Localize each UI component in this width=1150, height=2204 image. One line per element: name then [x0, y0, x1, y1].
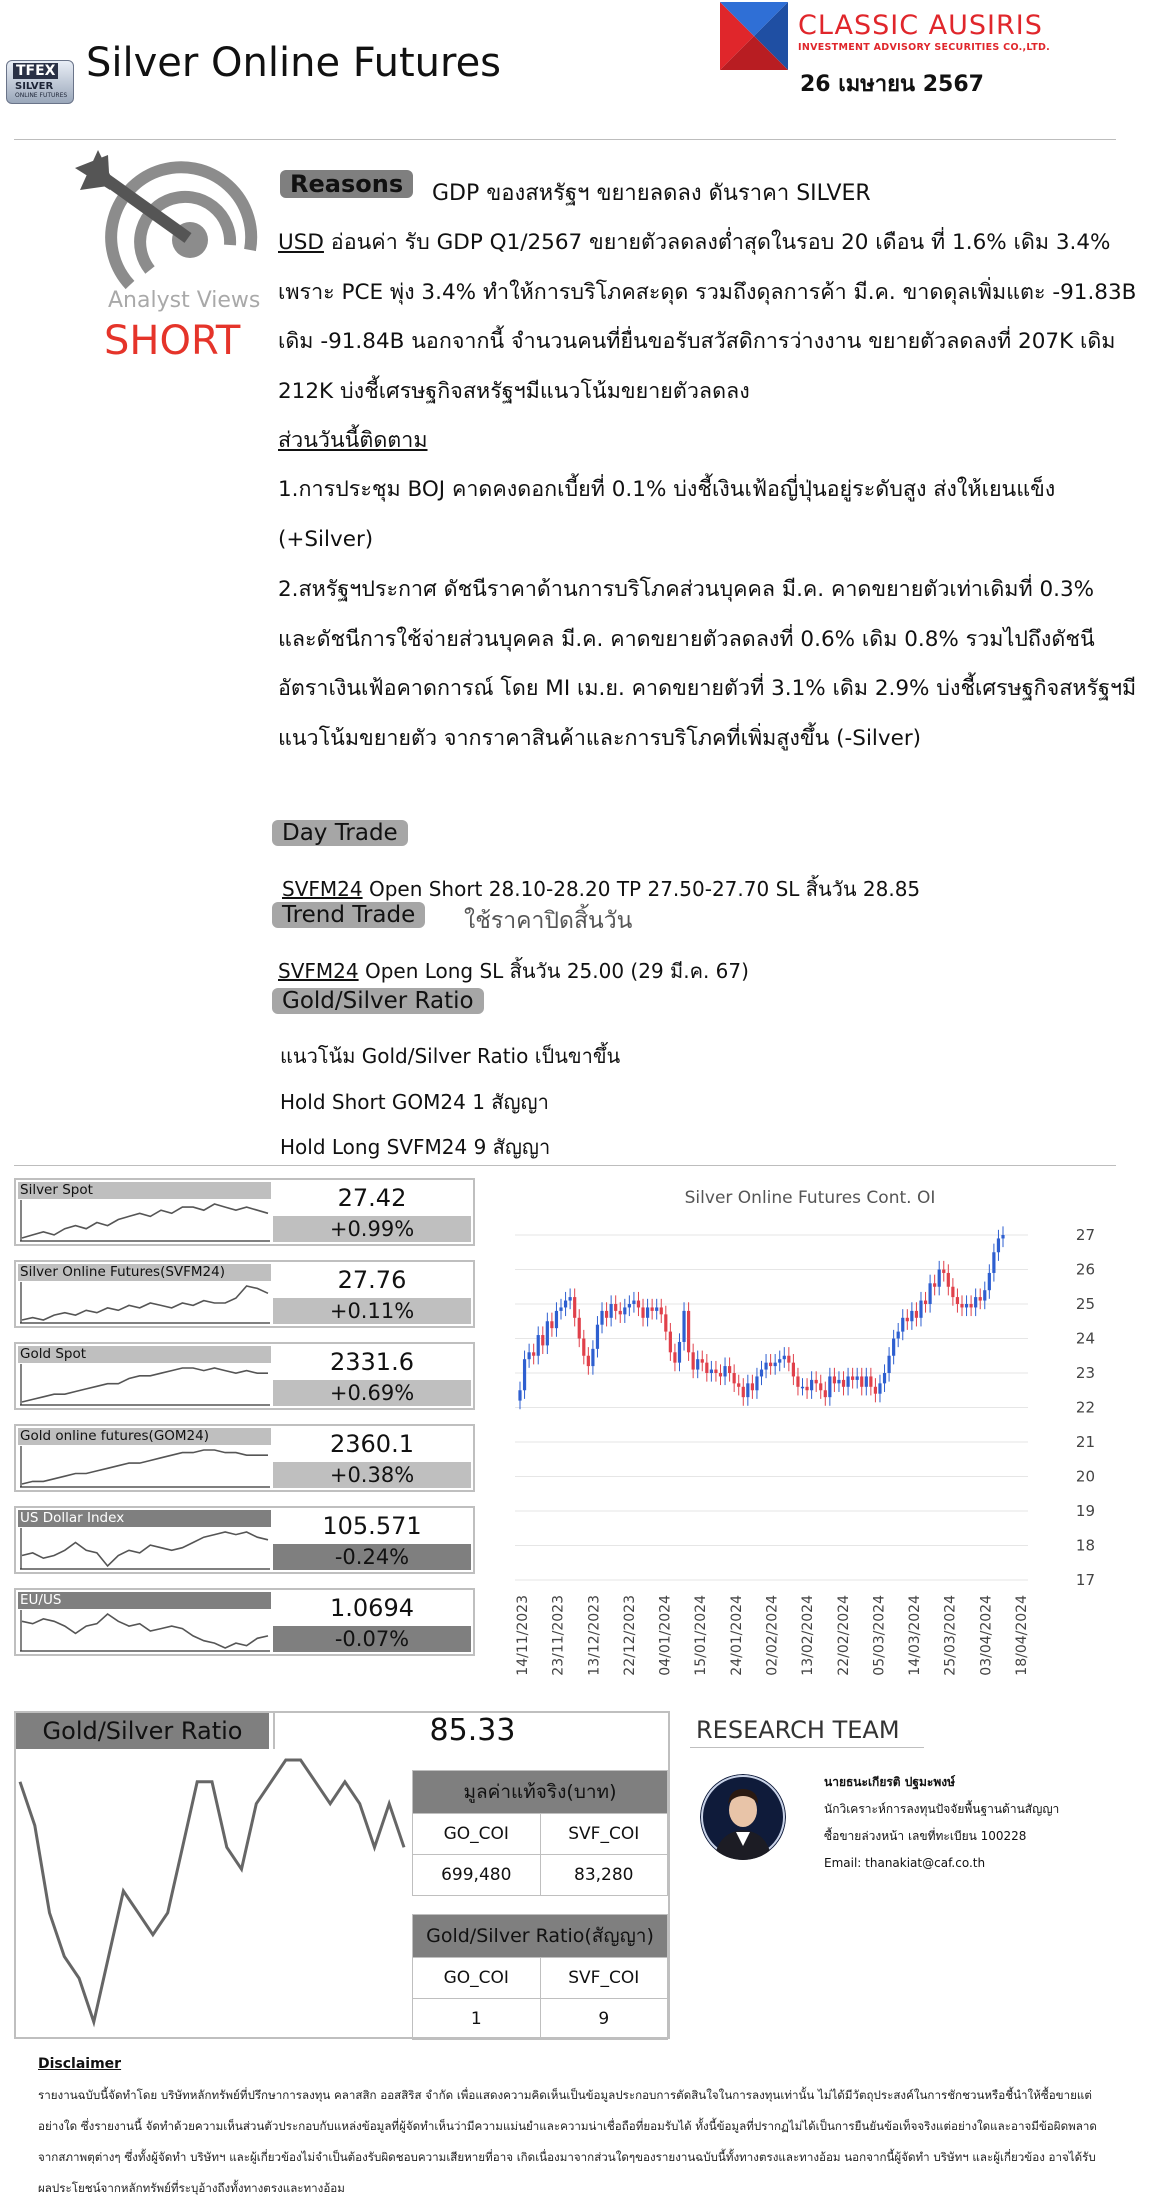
candle: [974, 1297, 977, 1307]
candle: [600, 1311, 603, 1325]
candle: [919, 1301, 922, 1318]
candle: [632, 1301, 635, 1304]
candle: [897, 1332, 900, 1339]
ratio-value: 85.33: [273, 1713, 670, 1749]
market-price: 1.0694: [330, 1594, 414, 1622]
candle: [614, 1304, 617, 1311]
candle: [728, 1366, 731, 1373]
y-tick-label: 27: [1075, 1226, 1095, 1244]
candle: [933, 1283, 936, 1286]
candle: [669, 1332, 672, 1353]
day-trade-text: Open Short 28.10-28.20 TP 27.50-27.70 SL สิ้นวัน 28.85: [362, 877, 921, 901]
fair-value-table: [412, 1770, 668, 1896]
market-change: +0.69%: [273, 1380, 471, 1406]
candle: [874, 1387, 877, 1394]
sparkline-path: [22, 1368, 268, 1402]
candle: [746, 1383, 749, 1397]
candle: [901, 1318, 904, 1332]
contracts-val2: 9: [540, 1999, 668, 2040]
analyst-license: ซื้อขายล่วงหน้า เลขที่ทะเบียน 100228: [824, 1829, 1027, 1843]
sparkline-path: [22, 1204, 268, 1238]
x-tick-label: 04/01/2024: [657, 1595, 674, 1676]
market-sparkline: [20, 1200, 270, 1242]
ratio-sparkline-path: [20, 1760, 404, 2022]
y-tick-label: 17: [1075, 1571, 1095, 1589]
candle: [705, 1363, 708, 1373]
tfex-logo: [6, 60, 74, 104]
silver-futures-chart: [500, 1175, 1140, 1705]
x-tick-label: 13/12/2023: [586, 1595, 603, 1676]
candle: [701, 1359, 704, 1362]
candle: [559, 1307, 562, 1310]
candle: [1001, 1235, 1004, 1238]
candle: [997, 1238, 1000, 1252]
x-tick-label: 03/04/2024: [978, 1595, 995, 1676]
market-name: Gold online futures(GOM24): [18, 1428, 271, 1445]
candle: [628, 1304, 631, 1307]
candle: [910, 1311, 913, 1321]
market-change: +0.99%: [273, 1216, 471, 1242]
market-price: 105.571: [322, 1512, 422, 1540]
candle: [537, 1335, 540, 1356]
candle: [532, 1352, 535, 1355]
candle: [742, 1387, 745, 1397]
target-arrow-icon: [70, 150, 260, 300]
market-name: US Dollar Index: [18, 1510, 271, 1527]
market-price: 2360.1: [330, 1430, 414, 1458]
tfex-logo-sub: ONLINE FUTURES: [15, 92, 68, 99]
candle: [810, 1380, 813, 1390]
candle: [619, 1311, 622, 1314]
usd-link[interactable]: USD: [278, 230, 324, 255]
candle: [887, 1356, 890, 1373]
research-divider: [690, 1747, 924, 1748]
trend-trade-symbol[interactable]: SVFM24: [278, 959, 359, 983]
candle: [869, 1376, 872, 1386]
candle: [837, 1380, 840, 1383]
day-trade-symbol[interactable]: SVFM24: [282, 877, 363, 901]
x-tick-label: 22/02/2024: [835, 1595, 852, 1676]
disclaimer-title: Disclaimer: [38, 2056, 122, 2072]
candle: [815, 1380, 818, 1383]
market-price: 27.42: [337, 1184, 407, 1212]
contracts-val1: 1: [413, 1999, 541, 2040]
market-sparkline: [20, 1528, 270, 1570]
trend-trade-line: [278, 955, 749, 987]
x-tick-label: 23/11/2023: [550, 1595, 567, 1676]
candle: [942, 1270, 945, 1273]
candle: [546, 1321, 549, 1345]
candle: [710, 1370, 713, 1373]
candle: [947, 1273, 950, 1287]
candle: [965, 1304, 968, 1307]
y-tick-label: 22: [1075, 1398, 1095, 1417]
candle: [960, 1304, 963, 1307]
reasons-headline: GDP ของสหรัฐฯ ขยายลดลง ดันราคา SILVER: [432, 181, 871, 206]
candle: [605, 1311, 608, 1318]
market-panel-gold-futures: [14, 1424, 475, 1492]
candle: [587, 1356, 590, 1366]
candle: [988, 1273, 991, 1290]
candle: [883, 1373, 886, 1383]
candle: [819, 1383, 822, 1390]
candle: [550, 1321, 553, 1328]
x-tick-label: 18/04/2024: [1014, 1595, 1030, 1676]
x-tick-label: 22/12/2023: [621, 1595, 638, 1676]
candle: [865, 1376, 868, 1386]
contracts-title: Gold/Silver Ratio(สัญญา): [413, 1915, 668, 1958]
candle: [623, 1307, 626, 1314]
market-panel-eurusd: [14, 1588, 475, 1656]
candle: [733, 1373, 736, 1383]
candle: [518, 1390, 521, 1400]
candle: [641, 1307, 644, 1317]
candle: [915, 1311, 918, 1318]
candle: [796, 1376, 799, 1386]
candle: [591, 1349, 594, 1366]
gs-ratio-tag: Gold/Silver Ratio: [272, 988, 484, 1014]
candle: [569, 1297, 572, 1300]
candle: [555, 1311, 558, 1328]
candle: [678, 1342, 681, 1363]
candle: [860, 1376, 863, 1386]
y-tick-label: 19: [1075, 1502, 1095, 1520]
header-divider: [14, 139, 1116, 140]
analyst-avatar: [700, 1774, 786, 1860]
fair-value-title: มูลค่าแท้จริง(บาท): [413, 1771, 668, 1814]
watch-item-2: 2.สหรัฐฯประกาศ ดัชนีราคาด้านการบริโภคส่วนบุคคล มี.ค. คาดขยายตัวเท่าเดิมที่ 0.3% และดัชนีการใช้จ่ายส่วนบุคคล มี.ค. คาดขยายตัวลดลงที่ 0.6% เดิม 0.8% รวมไปถึงดัชนีอัตราเงินเฟ้อคาดการณ์ โดย MI เม.ย. คาดขยายตัวที่ 3.1% เดิม 2.9% บ่งชี้เศรษฐกิจสหรัฐฯมีแนวโน้มขยายตัว จากราคาสินค้าและการบริโภคที่เพิ่มสูงขึ้น (-Silver): [278, 577, 1137, 751]
market-change: +0.38%: [273, 1462, 471, 1488]
candle: [938, 1270, 941, 1287]
market-panel-silver-spot: [14, 1178, 475, 1246]
candle: [956, 1297, 959, 1304]
candle: [637, 1301, 640, 1308]
chart-title: Silver Online Futures Cont. OI: [684, 1188, 936, 1208]
candle: [682, 1311, 685, 1342]
candle: [578, 1318, 581, 1339]
candle: [924, 1301, 927, 1304]
chart-gridlines: [515, 1235, 1028, 1580]
candle: [541, 1335, 544, 1345]
x-tick-label: 02/02/2024: [764, 1595, 781, 1676]
market-panel-silver-futures: [14, 1260, 475, 1328]
market-sparkline: [20, 1364, 270, 1406]
candle: [723, 1366, 726, 1376]
market-sparkline: [20, 1610, 270, 1652]
candle: [719, 1373, 722, 1376]
day-trade-tag: Day Trade: [272, 820, 408, 846]
candle: [846, 1376, 849, 1386]
candle: [596, 1325, 599, 1349]
sparkline-path: [22, 1614, 268, 1648]
candle: [801, 1387, 804, 1389]
fair-value-val2: 83,280: [540, 1855, 668, 1896]
candle: [528, 1352, 531, 1359]
market-panel-gold-spot: [14, 1342, 475, 1410]
tfex-logo-text: TFEX: [13, 63, 58, 79]
candle: [564, 1301, 567, 1308]
market-sparkline: [20, 1446, 270, 1488]
y-tick-label: 23: [1075, 1364, 1095, 1382]
x-tick-label: 15/01/2024: [693, 1595, 710, 1676]
candle: [979, 1297, 982, 1300]
y-tick-label: 18: [1075, 1536, 1095, 1555]
chart-candles: [518, 1226, 1004, 1409]
analyst-email[interactable]: Email: thanakiat@caf.co.th: [824, 1856, 986, 1870]
candle: [610, 1304, 613, 1318]
report-date: 26 เมษายน 2567: [800, 72, 984, 97]
market-name: Silver Online Futures(SVFM24): [18, 1264, 271, 1281]
analyst-role: นักวิเคราะห์การลงทุนปัจจัยพื้นฐานด้านสัญญา: [824, 1802, 1060, 1816]
sparkline-path: [22, 1286, 268, 1320]
candle: [687, 1311, 690, 1352]
section-divider: [14, 1165, 1116, 1166]
fair-value-col1: GO_COI: [413, 1814, 541, 1855]
candle: [842, 1380, 845, 1387]
y-tick-label: 26: [1075, 1260, 1095, 1279]
tfex-logo-silver: SILVER: [15, 81, 54, 92]
y-tick-label: 21: [1075, 1433, 1095, 1451]
y-tick-label: 25: [1075, 1295, 1095, 1313]
analyst-views-label: Analyst Views: [108, 288, 261, 313]
market-change: -0.07%: [273, 1626, 471, 1652]
reasons-tag: Reasons: [280, 170, 413, 198]
disclaimer-text: รายงานฉบับนี้จัดทำโดย บริษัทหลักทรัพย์ที่ปรึกษาการลงทุน คลาสสิก ออสสิริส จำกัด เพื่อแสดงความคิดเห็นเป็นข้อมูลประกอบการตัดสินใจในการลงทุนเท่านั้น ไม่ได้มีวัตถุประสงค์ในการชักชวนหรือชี้นำให้ซื้อขายแต่อย่างใด ซึ่งรายงานนี้ จัดทำด้วยความเห็นส่วนตัวประกอบกับแหล่งข้อมูลที่ผู้จัดทำเห็นว่ามีความแม่นยำและความน่าเชื่อถือที่ยอมรับได้ ทั้งนี้ข้อมูลที่ปรากฏไม่ได้เป็นการยืนยันข้อเท็จจริงแต่อย่างใดและอาจมีข้อผิดพลาดจากสภาพตุต่างๆ ซึ่งทั้งผู้จัดทำ บริษัทฯ และผู้เกี่ยวข้องไม่จำเป็นต้องรับผิดชอบความเสียหายที่อาจ เกิดเนื่องมาจากส่วนใดๆของรายงานฉบับนี้ทั้งทางตรงและทางอ้อม นอกจากนี้ผู้จัดทำ บริษัทฯ และผู้เกี่ยวข้อง อาจได้รับผลประโยชน์จากหลักทรัพย์ที่ระบุอ้างถึงทั้งทางตรงและทางอ้อม: [38, 2088, 1097, 2195]
candle: [660, 1307, 663, 1314]
trend-trade-note: ใช้ราคาปิดสิ้นวัน: [464, 908, 633, 934]
reasons-body: อ่อนค่า รับ GDP Q1/2567 ขยายตัวลดลงต่ำสุดในรอบ 20 เดือน ที่ 1.6% เดิม 3.4% เพราะ PCE พุ่ง 3.4% ทำให้การบริโภคสะดุด รวมถึงดุลการค้า มี.ค. ขาดดุลเพิ่มแตะ -91.83B เดิม -91.84B นอกจากนี้ จำนวนคนที่ยื่นขอรับสวัสดิการว่างงาน ขยายตัวลดลงที่ 207K เดิม 212K บ่งชี้เศรษฐกิจสหรัฐฯมีแนวโน้มขยายตัวลดลง: [278, 230, 1137, 404]
watch-title: ส่วนวันนี้ติดตาม: [278, 428, 428, 453]
x-tick-label: 14/11/2023: [515, 1595, 531, 1676]
candle: [755, 1376, 758, 1390]
market-panel-dollar-index: [14, 1506, 475, 1574]
page-title: Silver Online Futures: [86, 40, 502, 86]
brand-subtitle: INVESTMENT ADVISORY SECURITIES CO.,LTD.: [798, 42, 1051, 53]
market-name: EU/US: [18, 1592, 271, 1609]
candle: [696, 1359, 699, 1369]
watch-item-1: 1.การประชุม BOJ คาดคงดอกเบี้ยที่ 0.1% บ่งชี้เงินเฟ้อญี่ปุ่นอยู่ระดับสูง ส่งให้เยนแข็ง (+Silver): [278, 477, 1056, 552]
reasons-paragraph: [278, 218, 1138, 416]
candle: [970, 1304, 973, 1307]
market-sparkline: [20, 1282, 270, 1324]
candle: [906, 1318, 909, 1321]
candle: [737, 1383, 740, 1386]
candle: [655, 1307, 658, 1310]
classic-ausiris-logo-icon: [720, 2, 788, 70]
candle: [878, 1383, 881, 1393]
x-tick-label: 25/03/2024: [942, 1595, 959, 1676]
contracts-col2: SVF_COI: [540, 1958, 668, 1999]
gs-ratio-line-1: แนวโน้ม Gold/Silver Ratio เป็นขาขึ้น: [280, 1044, 621, 1068]
ratio-label: Gold/Silver Ratio: [16, 1713, 269, 1749]
candle: [760, 1370, 763, 1377]
candle: [769, 1363, 772, 1366]
x-tick-label: 14/03/2024: [907, 1595, 924, 1676]
gs-ratio-line-2: Hold Short GOM24 1 สัญญา: [280, 1090, 549, 1114]
contracts-col1: GO_COI: [413, 1958, 541, 1999]
candle: [582, 1339, 585, 1356]
x-tick-label: 05/03/2024: [871, 1595, 888, 1676]
ratio-sparkline: [16, 1752, 412, 2036]
candle: [856, 1376, 859, 1379]
candle: [951, 1287, 954, 1297]
trend-trade-tag: Trend Trade: [272, 902, 425, 928]
candle: [673, 1352, 676, 1362]
brand-name: CLASSIC AUSIRIS: [798, 10, 1043, 41]
candle: [692, 1352, 695, 1369]
candle: [992, 1252, 995, 1273]
candle: [851, 1376, 854, 1379]
contracts-table: [412, 1914, 668, 2040]
chart-x-ticks: [515, 1595, 1030, 1676]
x-tick-label: 24/01/2024: [728, 1595, 745, 1676]
sparkline-path: [22, 1450, 268, 1484]
fair-value-val1: 699,480: [413, 1855, 541, 1896]
candle: [828, 1376, 831, 1397]
x-tick-label: 13/02/2024: [800, 1595, 817, 1676]
candle: [646, 1307, 649, 1317]
candle: [764, 1363, 767, 1370]
gs-ratio-line-3: Hold Long SVFM24 9 สัญญา: [280, 1135, 551, 1159]
analyst-name: นายธนะเกียรติ ปฐมะพงษ์: [824, 1775, 956, 1789]
trend-trade-text: Open Long SL สิ้นวัน 25.00 (29 มี.ค. 67): [358, 959, 749, 983]
chart-y-ticks: [1076, 1226, 1095, 1589]
candle: [892, 1339, 895, 1356]
candle: [792, 1363, 795, 1377]
fair-value-col2: SVF_COI: [540, 1814, 668, 1855]
y-tick-label: 24: [1075, 1329, 1095, 1348]
market-name: Gold Spot: [18, 1346, 271, 1363]
candle: [805, 1387, 808, 1390]
candle: [523, 1359, 526, 1390]
market-change: -0.24%: [273, 1544, 471, 1570]
day-trade-line: [282, 873, 920, 905]
y-tick-label: 20: [1075, 1467, 1095, 1486]
candle: [983, 1290, 986, 1300]
candle: [824, 1390, 827, 1397]
market-change: +0.11%: [273, 1298, 471, 1324]
candle: [573, 1297, 576, 1318]
market-name: Silver Spot: [18, 1182, 271, 1199]
candle: [664, 1314, 667, 1331]
research-team-title: RESEARCH TEAM: [696, 1716, 900, 1744]
candle: [783, 1356, 786, 1359]
sparkline-path: [22, 1532, 268, 1566]
candle: [714, 1370, 717, 1373]
candle: [774, 1363, 777, 1366]
market-price: 27.76: [337, 1266, 407, 1294]
candle: [787, 1356, 790, 1363]
analyst-call: SHORT: [104, 318, 241, 364]
candle: [651, 1307, 654, 1310]
candle: [833, 1376, 836, 1383]
market-price: 2331.6: [330, 1348, 414, 1376]
candle: [928, 1283, 931, 1304]
candle: [751, 1383, 754, 1390]
candle: [778, 1359, 781, 1362]
